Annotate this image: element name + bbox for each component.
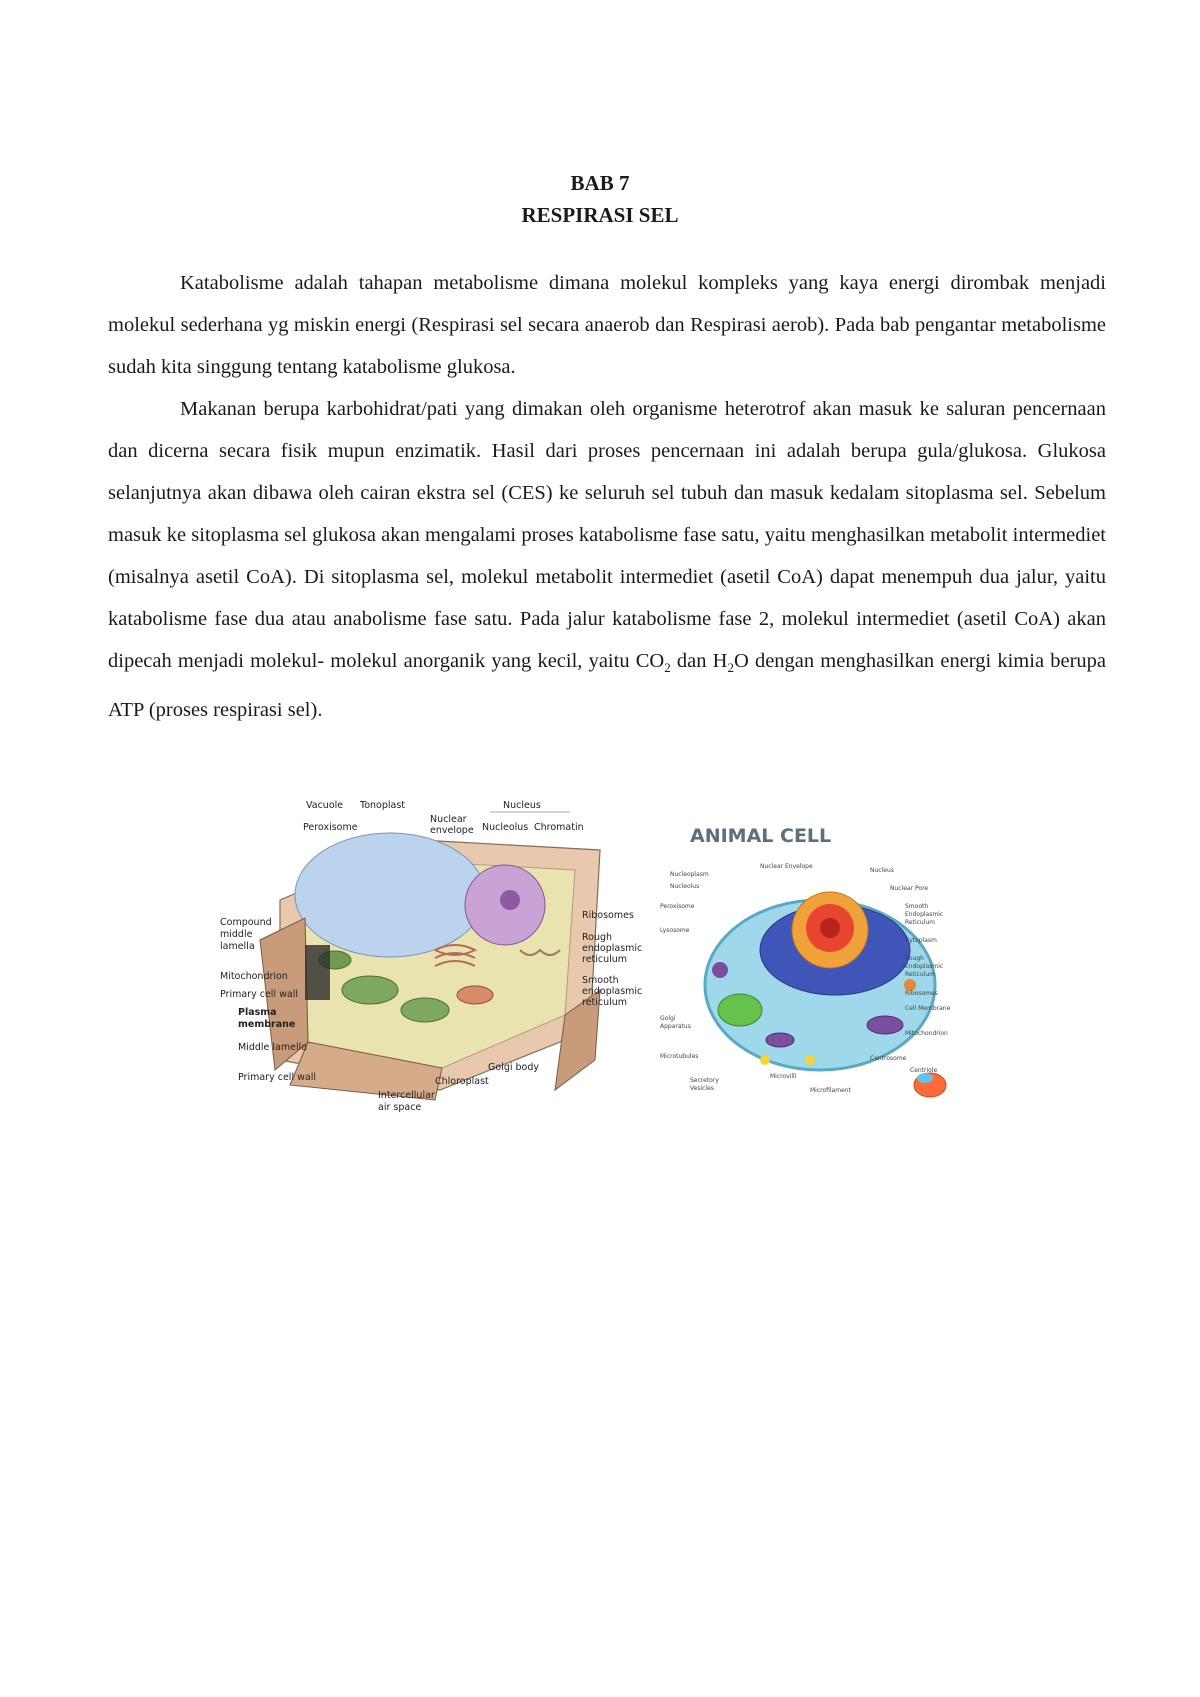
vacuole-shape — [295, 833, 485, 957]
label-microtubules: Microtubules — [660, 1053, 699, 1060]
label-cytoplasm: Cytoplasm — [905, 937, 937, 944]
label-microfilament: Microfilament — [810, 1087, 851, 1094]
paragraph-2-text-before: Makanan berupa karbohidrat/pati yang dimakan oleh organisme heterotrof akan masuk ke saluran pencernaan dan dicerna secara fisik mupun enzimatik. Hasil dari proses pencernaan ini adalah berupa gula/glukosa. Glukosa selanjutnya akan dibawa oleh cairan ekstra sel (CES) ke seluruh sel tubuh dan masuk kedalam sitoplasma sel. Sebelum masuk ke sitoplasma sel glukosa akan mengalami proses katabolisme fase satu, yaitu menghasilkan metabolit intermediet (misalnya asetil CoA). Di sitoplasma sel, molekul metabolit intermediet (asetil CoA) dapat menempuh dua jalur, yaitu katabolisme fase dua atau anabolisme fase satu. Pada jalur katabolisme fase 2, molekul intermediet (asetil CoA) akan dipecah menjadi molekul- molekul anorganik yang kecil, yaitu CO — [108, 398, 1106, 672]
label-nuclear-envelope-1: Nuclear — [430, 814, 467, 825]
plant-cell-figure — [220, 800, 650, 1120]
label-rough-er-1: Rough — [582, 932, 613, 943]
label-plasma-2: membrane — [238, 1019, 296, 1030]
label-nucleus: Nucleus — [503, 800, 541, 811]
label-peroxisome: Peroxisome — [303, 822, 358, 833]
label-rough-er-3: reticulum — [582, 954, 628, 965]
label-nucleus: Nucleus — [870, 867, 894, 874]
label-intercellular-1: Intercellular — [378, 1090, 435, 1101]
label-primary-wall-bottom: Primary cell wall — [238, 1072, 316, 1083]
label-nucleolus: Nucleolus — [482, 822, 529, 833]
label-centrosome: Centrosome — [870, 1055, 907, 1062]
paragraph-2-text-after: O dengan menghasilkan energi kimia berupa ATP (proses respirasi sel). — [108, 650, 1106, 722]
label-nuclear-pore: Nuclear Pore — [890, 885, 929, 892]
label-secretory-1: Secretory — [690, 1077, 719, 1084]
h2o-subscript: 2 — [727, 660, 734, 676]
label-smooth-er-2: Endoplasmic — [905, 911, 944, 918]
label-rough-er-2: Endoplasmic — [905, 963, 944, 970]
paragraph-1: Katabolisme adalah tahapan metabolisme dimana molekul kompleks yang kaya energi dirombak menjadi molekul sederhana yg miskin energi (Respirasi sel secara anaerob dan Respirasi aerob). Pada bab pengantar metabolisme sudah kita singgung tentang katabolisme glukosa. — [108, 272, 1106, 378]
chloroplast-shape — [342, 976, 398, 1004]
label-centriole: Centriole — [910, 1067, 938, 1074]
label-microvilli: Microvilli — [770, 1073, 797, 1080]
animal-cell-title: ANIMAL CELL — [690, 825, 832, 847]
label-rough-er-2: endoplasmic — [582, 943, 643, 954]
paragraph-2-text-mid: dan H — [670, 650, 728, 672]
mitochondrion-shape — [457, 986, 493, 1004]
label-vacuole: Vacuole — [306, 800, 344, 811]
label-golgi: Golgi body — [488, 1062, 539, 1073]
label-golgi-2: Apparatus — [660, 1023, 691, 1030]
label-lysosome: Lysosome — [660, 927, 690, 934]
label-plasma-1: Plasma — [238, 1007, 277, 1018]
label-chloroplast: Chloroplast — [435, 1076, 489, 1087]
label-compound-2: middle — [220, 929, 253, 940]
label-smooth-er-1: Smooth — [905, 903, 929, 910]
label-tonoplast: Tonoplast — [360, 800, 405, 811]
chapter-number: BAB 7 — [570, 171, 630, 195]
label-nucleoplasm: Nucleoplasm — [670, 871, 709, 878]
label-smooth-er-3: reticulum — [582, 997, 628, 1008]
label-compound-1: Compound — [220, 917, 272, 928]
label-cell-membrane: Cell Membrane — [905, 1005, 951, 1012]
paragraph-2 — [108, 388, 1106, 731]
label-rough-er-3: Reticulum — [905, 971, 936, 978]
label-smooth-er-2: endoplasmic — [582, 986, 643, 997]
label-intercellular-2: air space — [378, 1102, 422, 1113]
label-peroxisome: Peroxisome — [660, 903, 695, 910]
label-compound-3: lamella — [220, 941, 255, 952]
label-nuclear-envelope-2: envelope — [430, 825, 474, 836]
mitochondrion-shape — [867, 1016, 903, 1034]
label-golgi-1: Golgi — [660, 1015, 676, 1022]
chapter-title: RESPIRASI SEL — [521, 203, 679, 227]
co2-subscript: 2 — [664, 660, 671, 676]
label-mitochondrion: Mitochondrion — [220, 971, 288, 982]
label-smooth-er-3: Reticulum — [905, 919, 936, 926]
label-smooth-er-1: Smooth — [582, 975, 619, 986]
animal-cell-figure — [660, 820, 980, 1110]
label-chromatin: Chromatin — [534, 822, 584, 833]
label-ribosomes: Ribosomes — [582, 910, 634, 921]
label-rough-er-1: Rough — [905, 955, 924, 962]
label-mitochondrion: Mitochondrion — [905, 1030, 948, 1037]
golgi-shape — [718, 994, 762, 1026]
label-secretory-2: Vesicles — [690, 1085, 714, 1092]
label-nuclear-envelope: Nuclear Envelope — [760, 863, 813, 870]
label-ribosomes: Ribosomes — [905, 990, 938, 997]
label-nucleolus: Nucleolus — [670, 883, 700, 890]
label-middle-lamella: Middle lamella — [238, 1042, 308, 1053]
label-primary-wall-top: Primary cell wall — [220, 989, 298, 1000]
